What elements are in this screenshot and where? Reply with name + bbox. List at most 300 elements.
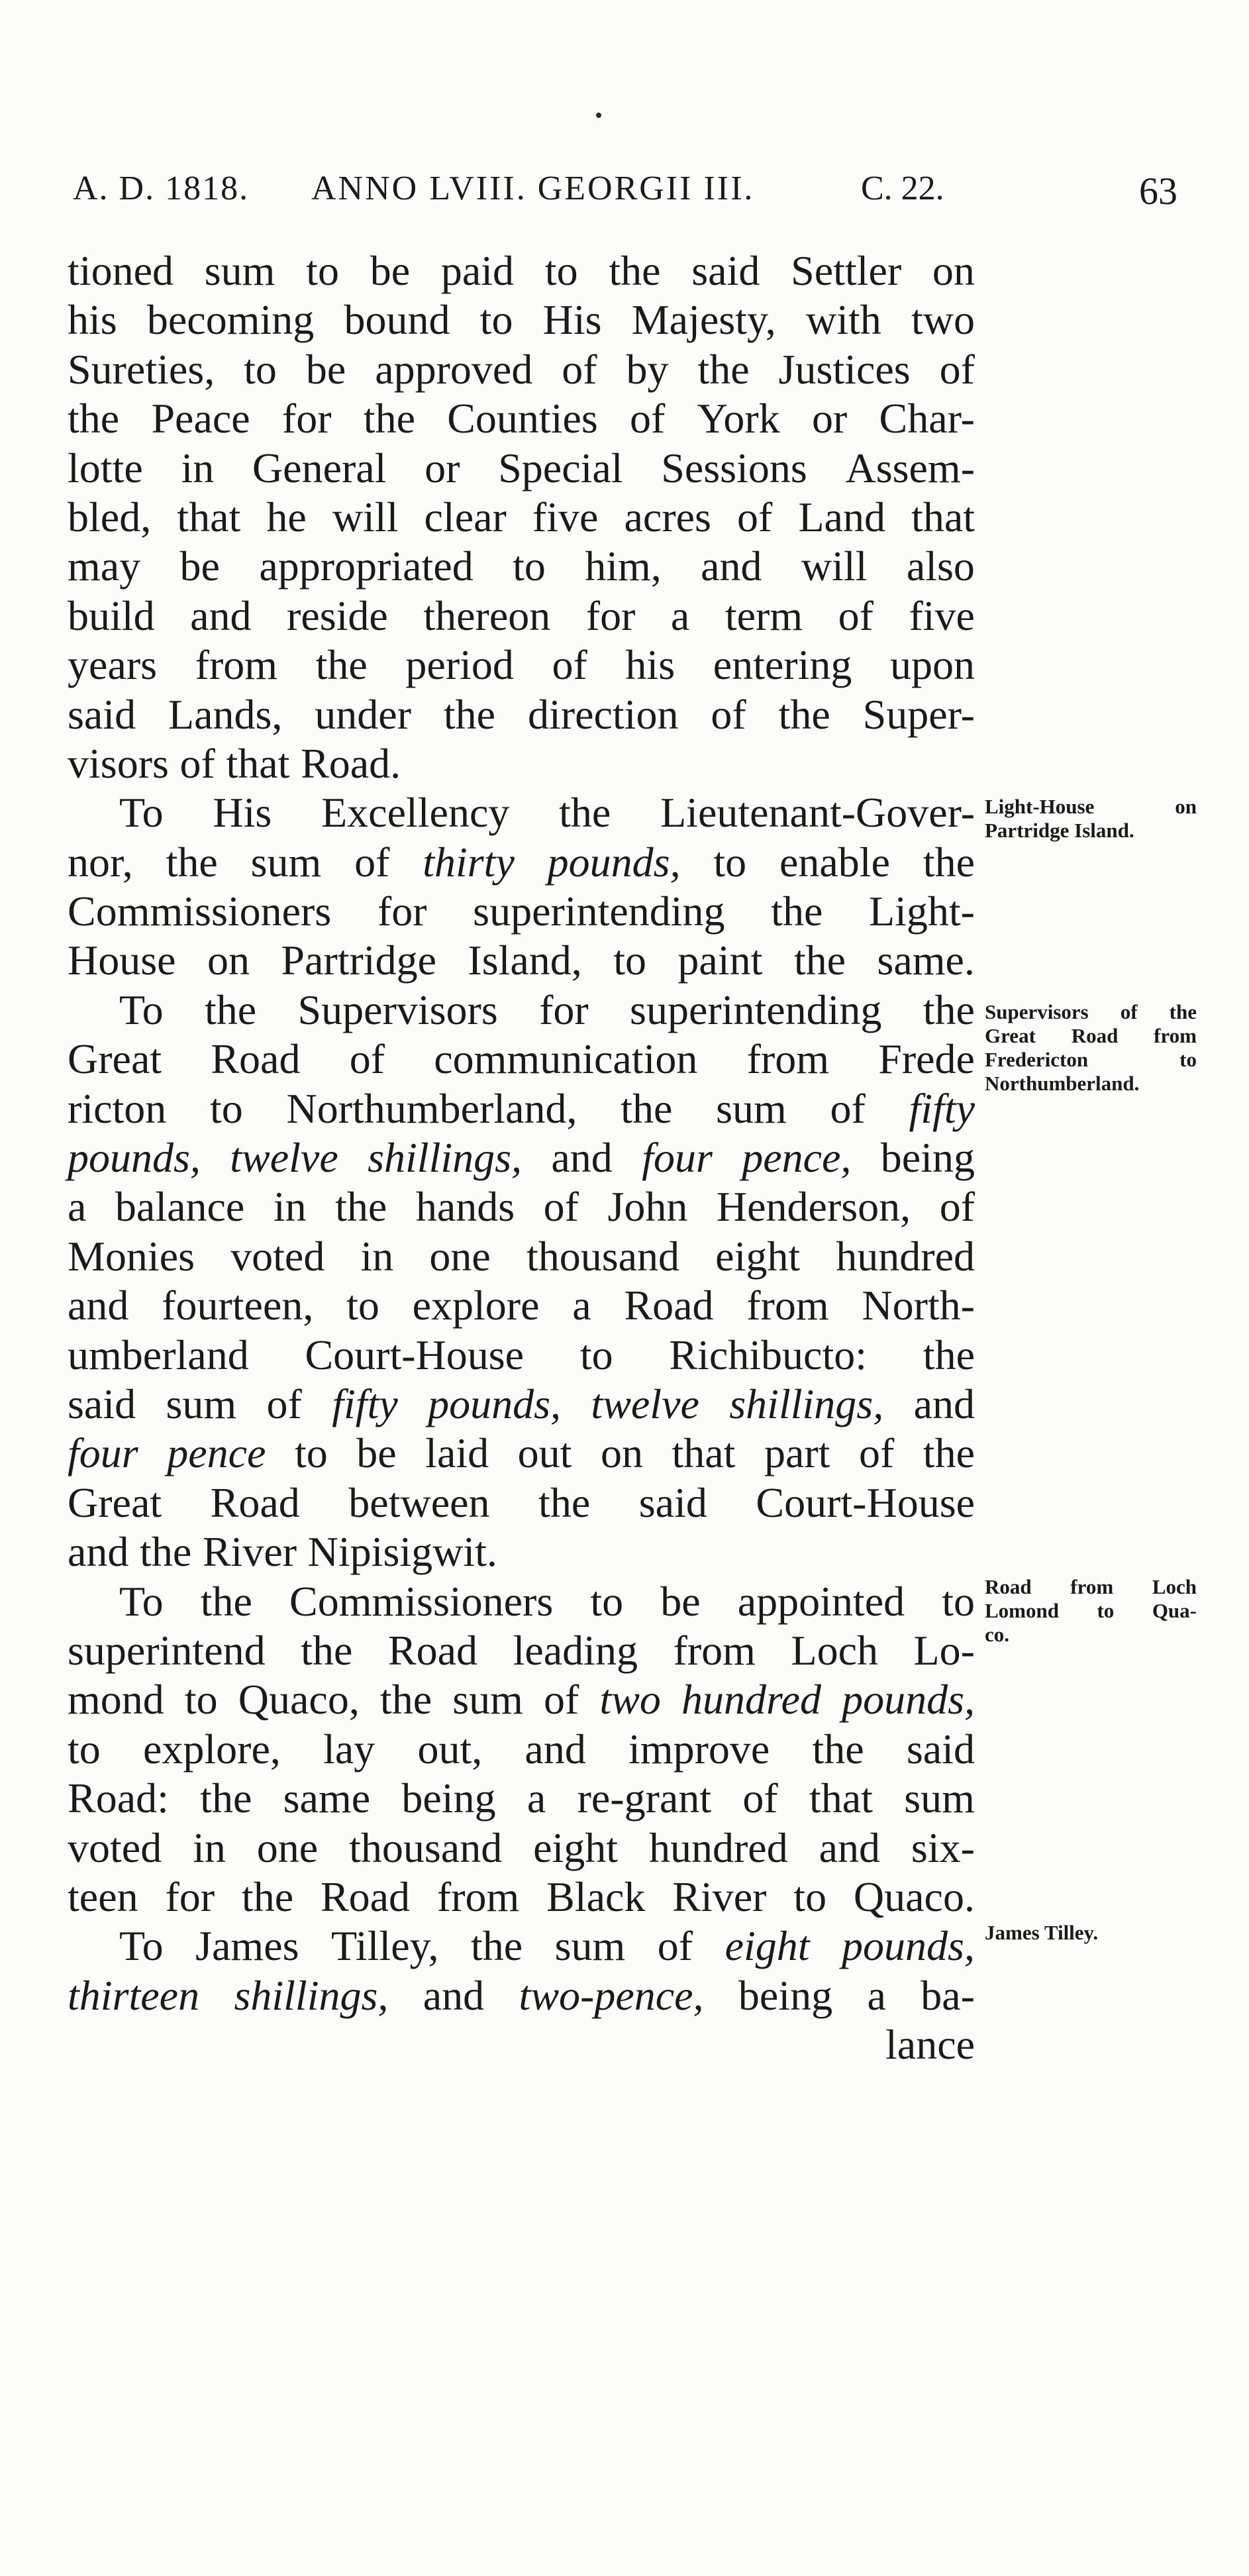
word: of [266, 1380, 302, 1427]
word: laid [425, 1429, 489, 1477]
word: said [906, 1725, 975, 1773]
margin-note-line: Road from Loch [985, 1575, 1197, 1598]
word: four [642, 1134, 713, 1182]
word: Nipisigwit. [307, 1528, 497, 1576]
word: improve [628, 1725, 770, 1773]
word: that [226, 739, 290, 787]
word: communication [434, 1035, 698, 1083]
text-line [68, 1182, 975, 1231]
word: hands [415, 1183, 515, 1231]
text-line [68, 1380, 975, 1429]
word: the [621, 1084, 673, 1132]
word: said [691, 247, 760, 294]
word: Tilley, [331, 1922, 439, 1970]
word: mond [68, 1676, 164, 1724]
word: Counties [447, 395, 598, 442]
word: To [119, 986, 164, 1033]
word: of [552, 641, 587, 689]
word: of [737, 493, 773, 541]
word: umberland [68, 1331, 249, 1378]
text-line [68, 838, 975, 887]
word: will [801, 542, 868, 590]
word: the [923, 1331, 975, 1378]
word: sum [716, 1084, 787, 1132]
word: Road: [68, 1775, 169, 1822]
margin-note-loch-lomond-road [985, 1575, 1197, 1647]
text-line [68, 1429, 975, 1478]
word: of [354, 838, 390, 886]
text-line [68, 788, 975, 837]
word: shillings, [234, 1971, 389, 2019]
word: paid [440, 247, 515, 294]
word: Black [546, 1873, 646, 1920]
word: out [517, 1429, 572, 1477]
word: will [332, 493, 399, 541]
word: be [305, 345, 346, 393]
word: Henderson, [716, 1183, 911, 1231]
word: to [579, 1331, 613, 1378]
word: be [660, 1577, 701, 1625]
margin-note-lighthouse [985, 795, 1197, 843]
text-line [68, 1675, 975, 1724]
word: the [559, 789, 611, 837]
word: of [179, 739, 215, 787]
word: that [177, 493, 241, 541]
word: to [346, 1282, 379, 1329]
word: Quaco, [238, 1676, 360, 1724]
margin-note-great-road [985, 1000, 1197, 1096]
text-line [68, 986, 975, 1035]
word: said [68, 690, 136, 738]
word: Special [498, 444, 623, 491]
word: pounds, [842, 1922, 975, 1970]
word: may [68, 542, 141, 590]
word: the [812, 1725, 864, 1773]
word: the [363, 395, 415, 442]
margin-note-line: Northumberland. [985, 1072, 1140, 1095]
word: lotte [68, 444, 143, 491]
word: thousand [349, 1824, 503, 1871]
word: term [724, 592, 803, 639]
word: General [252, 444, 387, 491]
word: sum [166, 1380, 237, 1427]
word: pounds, [68, 1134, 201, 1182]
text-line [68, 739, 975, 788]
text-line [68, 887, 975, 936]
word: or [425, 444, 460, 491]
text-line [68, 592, 975, 641]
word: him, [585, 542, 662, 590]
word: leading [513, 1626, 638, 1674]
word: eight [715, 1232, 801, 1280]
word: Northumberland, [286, 1084, 577, 1132]
word: sum [250, 838, 322, 886]
text-line [68, 493, 975, 542]
word: twelve [230, 1134, 338, 1182]
word: pence, [742, 1134, 852, 1182]
word: and [525, 1725, 586, 1773]
word: be [179, 542, 220, 590]
header-chapter: C. 22. [861, 170, 944, 207]
word: on [932, 247, 975, 294]
word: voted [68, 1824, 162, 1871]
word: Excellency [321, 789, 510, 837]
word: on [600, 1429, 643, 1477]
word: To [119, 1577, 164, 1625]
word: James [195, 1922, 299, 1970]
text-line [68, 1084, 975, 1133]
text-line [68, 936, 975, 985]
word: be [356, 1429, 397, 1477]
word: to [294, 1429, 328, 1477]
word: pounds, [428, 1380, 562, 1427]
word: North- [862, 1282, 975, 1329]
word: paint [677, 937, 763, 984]
text-line [68, 2020, 975, 2069]
word: two-pence, [519, 1971, 704, 2019]
word: and [913, 1380, 975, 1427]
word: the [609, 247, 661, 294]
word: re-grant [577, 1775, 712, 1822]
word: ba- [921, 1971, 975, 2019]
word: the [335, 1183, 387, 1231]
word: from [436, 1873, 520, 1920]
word: of [838, 592, 874, 639]
word: approved [375, 345, 533, 393]
word: sum [452, 1676, 523, 1724]
word: the [301, 1626, 353, 1674]
word: York [697, 395, 780, 442]
word: being [401, 1775, 496, 1822]
word: be [370, 247, 411, 294]
word: the [923, 986, 975, 1033]
word: of [830, 1084, 866, 1132]
header-date: A. D. 1818. [73, 170, 250, 207]
margin-note-line: Great Road from [985, 1024, 1197, 1047]
text-line [68, 1873, 975, 1922]
text-line [68, 246, 975, 295]
word: for [165, 1873, 215, 1920]
word: lance [885, 2021, 975, 2069]
text-line [68, 295, 975, 344]
margin-note-line: Partridge Island. [985, 819, 1134, 842]
header-regnal-year: ANNO LVIII. GEORGII III. [311, 170, 755, 207]
text-line [68, 1577, 975, 1626]
text-line [68, 1035, 975, 1084]
margin-note-line: James Tilley. [985, 1921, 1099, 1944]
word: and [701, 542, 762, 590]
word: Peace [151, 395, 250, 442]
word: period [405, 641, 514, 689]
text-line [68, 542, 975, 591]
word: and [68, 1528, 129, 1576]
word: Partridge [281, 937, 436, 984]
word: the [315, 641, 368, 689]
word: balance [115, 1183, 245, 1231]
word: the [140, 1528, 192, 1576]
text-line [68, 1774, 975, 1823]
word: the [470, 1922, 523, 1970]
word: that [911, 493, 975, 541]
word: Great [68, 1478, 162, 1526]
word: twelve [591, 1380, 699, 1427]
word: being [880, 1134, 975, 1182]
word: thereon [423, 592, 551, 639]
word: eight [724, 1922, 810, 1970]
word: a [867, 1971, 886, 2019]
word: voted [230, 1232, 325, 1280]
word: Loch [791, 1626, 878, 1674]
word: to [479, 296, 513, 344]
word: the [200, 1775, 252, 1822]
word: five [909, 592, 975, 639]
text-line [68, 1626, 975, 1675]
word: Court-House [305, 1331, 525, 1378]
word: Commissioners [68, 888, 332, 935]
word: Settler [791, 247, 902, 294]
word: to [68, 1725, 101, 1773]
page-number: 63 [1139, 170, 1177, 213]
word: for [585, 592, 636, 639]
word: clear [424, 493, 507, 541]
word: Super- [862, 690, 975, 738]
word: a [68, 1183, 87, 1231]
word: in [181, 444, 215, 491]
word: His [213, 789, 272, 837]
word: Road [211, 1035, 301, 1083]
word: one [256, 1824, 319, 1871]
word: thirteen [68, 1971, 200, 2019]
word: fifty [909, 1084, 975, 1132]
word: of [562, 345, 597, 393]
word: or [811, 395, 848, 442]
word: the [68, 395, 120, 442]
text-line [68, 1725, 975, 1774]
word: Sureties, [68, 345, 215, 393]
word: said [638, 1478, 707, 1526]
word: two [599, 1676, 661, 1724]
word: he [266, 493, 307, 541]
word: to [590, 1577, 624, 1625]
word: Quaco. [853, 1873, 975, 1920]
word: to [793, 1873, 827, 1920]
word: Court-House [756, 1478, 975, 1526]
word: of [544, 1676, 579, 1724]
word: from [673, 1626, 756, 1674]
word: Light- [869, 888, 975, 935]
word: Commissioners [289, 1577, 554, 1625]
word: explore [412, 1282, 540, 1329]
word: a [526, 1775, 546, 1822]
text-line [68, 1133, 975, 1182]
word: for [539, 986, 589, 1033]
word: fourteen, [162, 1282, 314, 1329]
word: becoming [146, 296, 315, 344]
word: Lo- [913, 1626, 975, 1674]
word: with [806, 296, 881, 344]
word: being [738, 1971, 833, 2019]
word: teen [68, 1873, 138, 1920]
word: from [195, 641, 278, 689]
text-line [68, 1824, 975, 1873]
text-line [68, 1527, 975, 1576]
word: to [209, 1084, 243, 1132]
word: for [377, 888, 427, 935]
word: the [166, 838, 218, 886]
word: Frede [878, 1035, 975, 1083]
word: to [184, 1676, 218, 1724]
margin-note-line: Fredericton to [985, 1048, 1197, 1071]
word: tioned [68, 247, 174, 294]
word: the [443, 690, 496, 738]
text-line [68, 690, 975, 739]
margin-note-james-tilley [985, 1921, 1197, 1945]
word: five [532, 493, 599, 541]
word: thirty [423, 838, 515, 886]
word: superintending [473, 888, 725, 935]
word: bound [344, 296, 450, 344]
word: of [939, 1183, 975, 1231]
word: shillings, [729, 1380, 884, 1427]
word: a [670, 592, 690, 639]
word: hundred [681, 1676, 821, 1724]
word: River [202, 1528, 297, 1576]
word: the [241, 1873, 294, 1920]
running-header [66, 169, 1205, 222]
word: the [923, 838, 975, 886]
word: Justices [778, 345, 911, 393]
word: the [204, 986, 257, 1033]
text-line [68, 345, 975, 394]
word: under [315, 690, 411, 738]
text-line [68, 444, 975, 493]
word: superintending [630, 986, 882, 1033]
word: in [360, 1232, 394, 1280]
text-line [68, 1478, 975, 1527]
word: by [626, 345, 669, 393]
word: years [68, 641, 158, 689]
word: hundred [836, 1232, 975, 1280]
word: the [793, 937, 846, 984]
word: part [764, 1429, 830, 1477]
word: Sessions [661, 444, 807, 491]
word: to [942, 1577, 975, 1625]
word: reside [287, 592, 388, 639]
word: his [68, 296, 117, 344]
text-line [68, 1971, 975, 2020]
word: build [68, 592, 155, 639]
word: same. [877, 937, 975, 984]
word: sum [554, 1922, 626, 1970]
word: and [423, 1971, 485, 2019]
word: of [742, 1775, 778, 1822]
word: that [672, 1429, 736, 1477]
word: the [771, 888, 823, 935]
word: entering [713, 641, 852, 689]
word: pounds, [842, 1676, 975, 1724]
word: to [713, 838, 747, 886]
word: a [572, 1282, 591, 1329]
word: to [613, 937, 646, 984]
word: from [746, 1035, 829, 1083]
word: appointed [737, 1577, 905, 1625]
word: enable [779, 838, 890, 886]
word: Richibucto: [669, 1331, 868, 1378]
word: from [746, 1282, 829, 1329]
word: on [207, 937, 250, 984]
word: explore, [142, 1725, 281, 1773]
word: for [281, 395, 332, 442]
word: Majesty, [631, 296, 776, 344]
word: the [778, 690, 830, 738]
word: also [906, 542, 975, 590]
word: House [68, 937, 176, 984]
word: superintend [68, 1626, 266, 1674]
word: lay [323, 1725, 375, 1773]
word: to [513, 542, 546, 590]
text-line [68, 1232, 975, 1281]
word: his [625, 641, 675, 689]
word: of [711, 690, 746, 738]
word: four [68, 1429, 138, 1477]
word: Land [798, 493, 885, 541]
word: the [379, 1676, 432, 1724]
word: in [273, 1183, 307, 1231]
word: of [630, 395, 666, 442]
word: one [429, 1232, 491, 1280]
word: the [200, 1577, 252, 1625]
word: direction [527, 690, 679, 738]
word: and [551, 1134, 613, 1182]
word: Supervisors [297, 986, 498, 1033]
word: said [68, 1380, 136, 1427]
word: Monies [68, 1232, 195, 1280]
word: fifty [332, 1380, 398, 1427]
word: two [911, 296, 975, 344]
word: same [283, 1775, 371, 1822]
word: between [348, 1478, 490, 1526]
word: and [819, 1824, 880, 1871]
word: thousand [526, 1232, 680, 1280]
word: Lieutenant-Gover- [660, 789, 975, 837]
word: Road [210, 1478, 300, 1526]
word: sum [904, 1775, 975, 1822]
word: that [809, 1775, 873, 1822]
word: to [244, 345, 277, 393]
word: the [538, 1478, 591, 1526]
margin-note-line: Light-House on [985, 795, 1197, 818]
margin-note-line: Lomond to Qua- [985, 1599, 1197, 1622]
word: sum [204, 247, 275, 294]
word: hundred [648, 1824, 788, 1871]
margin-note-line: Supervisors of the [985, 1000, 1197, 1023]
word: Road [320, 1873, 411, 1920]
word: of [543, 1183, 579, 1231]
word: To [119, 1922, 164, 1970]
text-line [68, 641, 975, 690]
text-line [68, 1331, 975, 1380]
word: ricton [68, 1084, 167, 1132]
word: nor, [68, 838, 133, 886]
word: Road. [301, 739, 401, 787]
ink-speck [596, 113, 601, 118]
word: of [349, 1035, 385, 1083]
word: of [657, 1922, 693, 1970]
word: Char- [879, 395, 975, 442]
word: six- [911, 1824, 975, 1871]
word: the [697, 345, 750, 393]
text-line [68, 1281, 975, 1330]
